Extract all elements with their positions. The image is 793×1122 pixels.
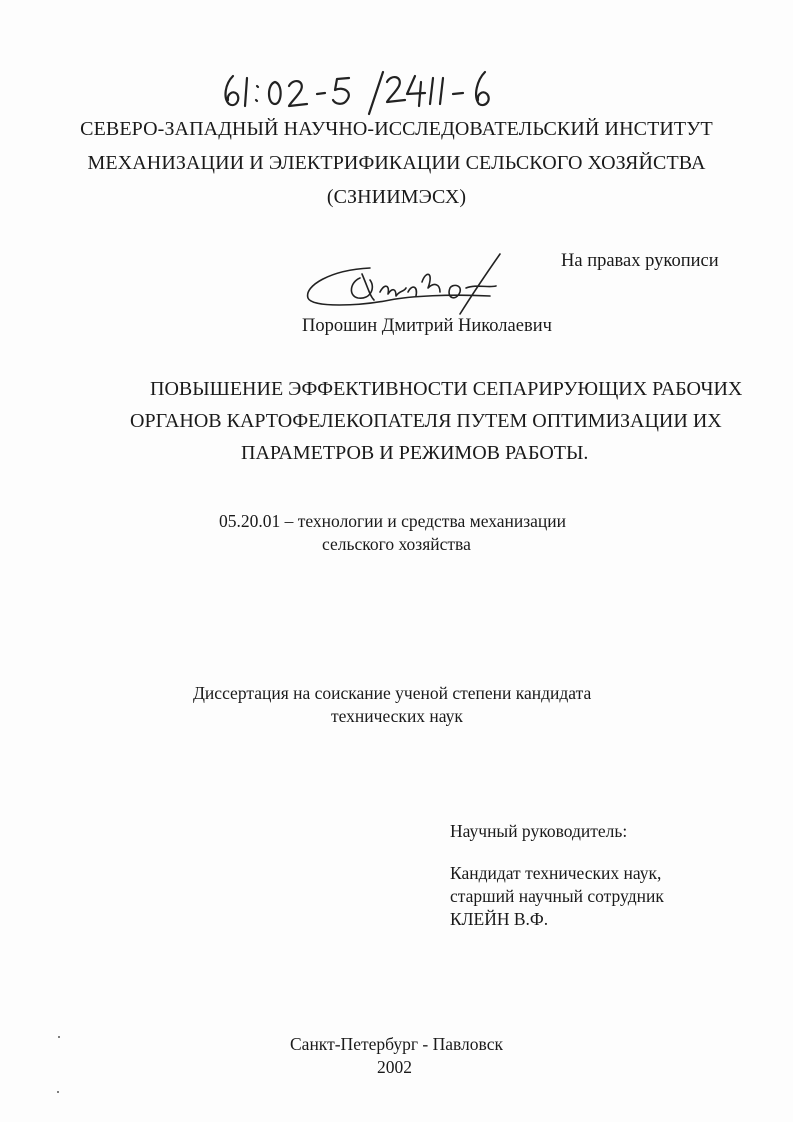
specialty-code-line-1: 05.20.01 – технологии и средства механизации [219,511,567,531]
handwritten-code [215,66,515,116]
supervisor-heading: Научный руководитель: [450,821,628,841]
supervisor-title: старший научный сотрудник [450,886,664,906]
rights-note: На правах рукописи [561,251,719,271]
dissertation-title-line-1: ПОВЫШЕНИЕ ЭФФЕКТИВНОСТИ СЕПАРИРУЮЩИХ РАБОЧИХ [150,378,743,400]
supervisor-name: КЛЕЙН В.Ф. [450,909,549,929]
scan-speck [58,1036,60,1038]
degree-line-1: Диссертация на соискание ученой степени кандидата [193,683,592,703]
institute-name-line-2: МЕХАНИЗАЦИИ И ЭЛЕКТРИФИКАЦИИ СЕЛЬСКОГО ХОЗЯЙСТВА [87,152,706,174]
degree-line-2: технических наук [331,706,463,726]
specialty-code-line-2: сельского хозяйства [322,534,471,554]
dissertation-title-line-2: ОРГАНОВ КАРТОФЕЛЕКОПАТЕЛЯ ПУТЕМ ОПТИМИЗАЦИИ ИХ [130,410,722,432]
dissertation-title-line-3: ПАРАМЕТРОВ И РЕЖИМОВ РАБОТЫ. [241,442,589,464]
author-name: Порошин Дмитрий Николаевич [302,316,552,336]
institute-name-line-1: СЕВЕРО-ЗАПАДНЫЙ НАУЧНО-ИССЛЕДОВАТЕЛЬСКИЙ ИНСТИТУТ [80,118,713,140]
scan-speck [57,1091,59,1093]
footer-city: Санкт-Петербург - Павловск [290,1034,503,1054]
supervisor-degree: Кандидат технических наук, [450,863,662,883]
institute-abbreviation: (СЗНИИМЭСХ) [326,186,467,208]
footer-year: 2002 [377,1057,412,1077]
author-signature [300,248,510,320]
